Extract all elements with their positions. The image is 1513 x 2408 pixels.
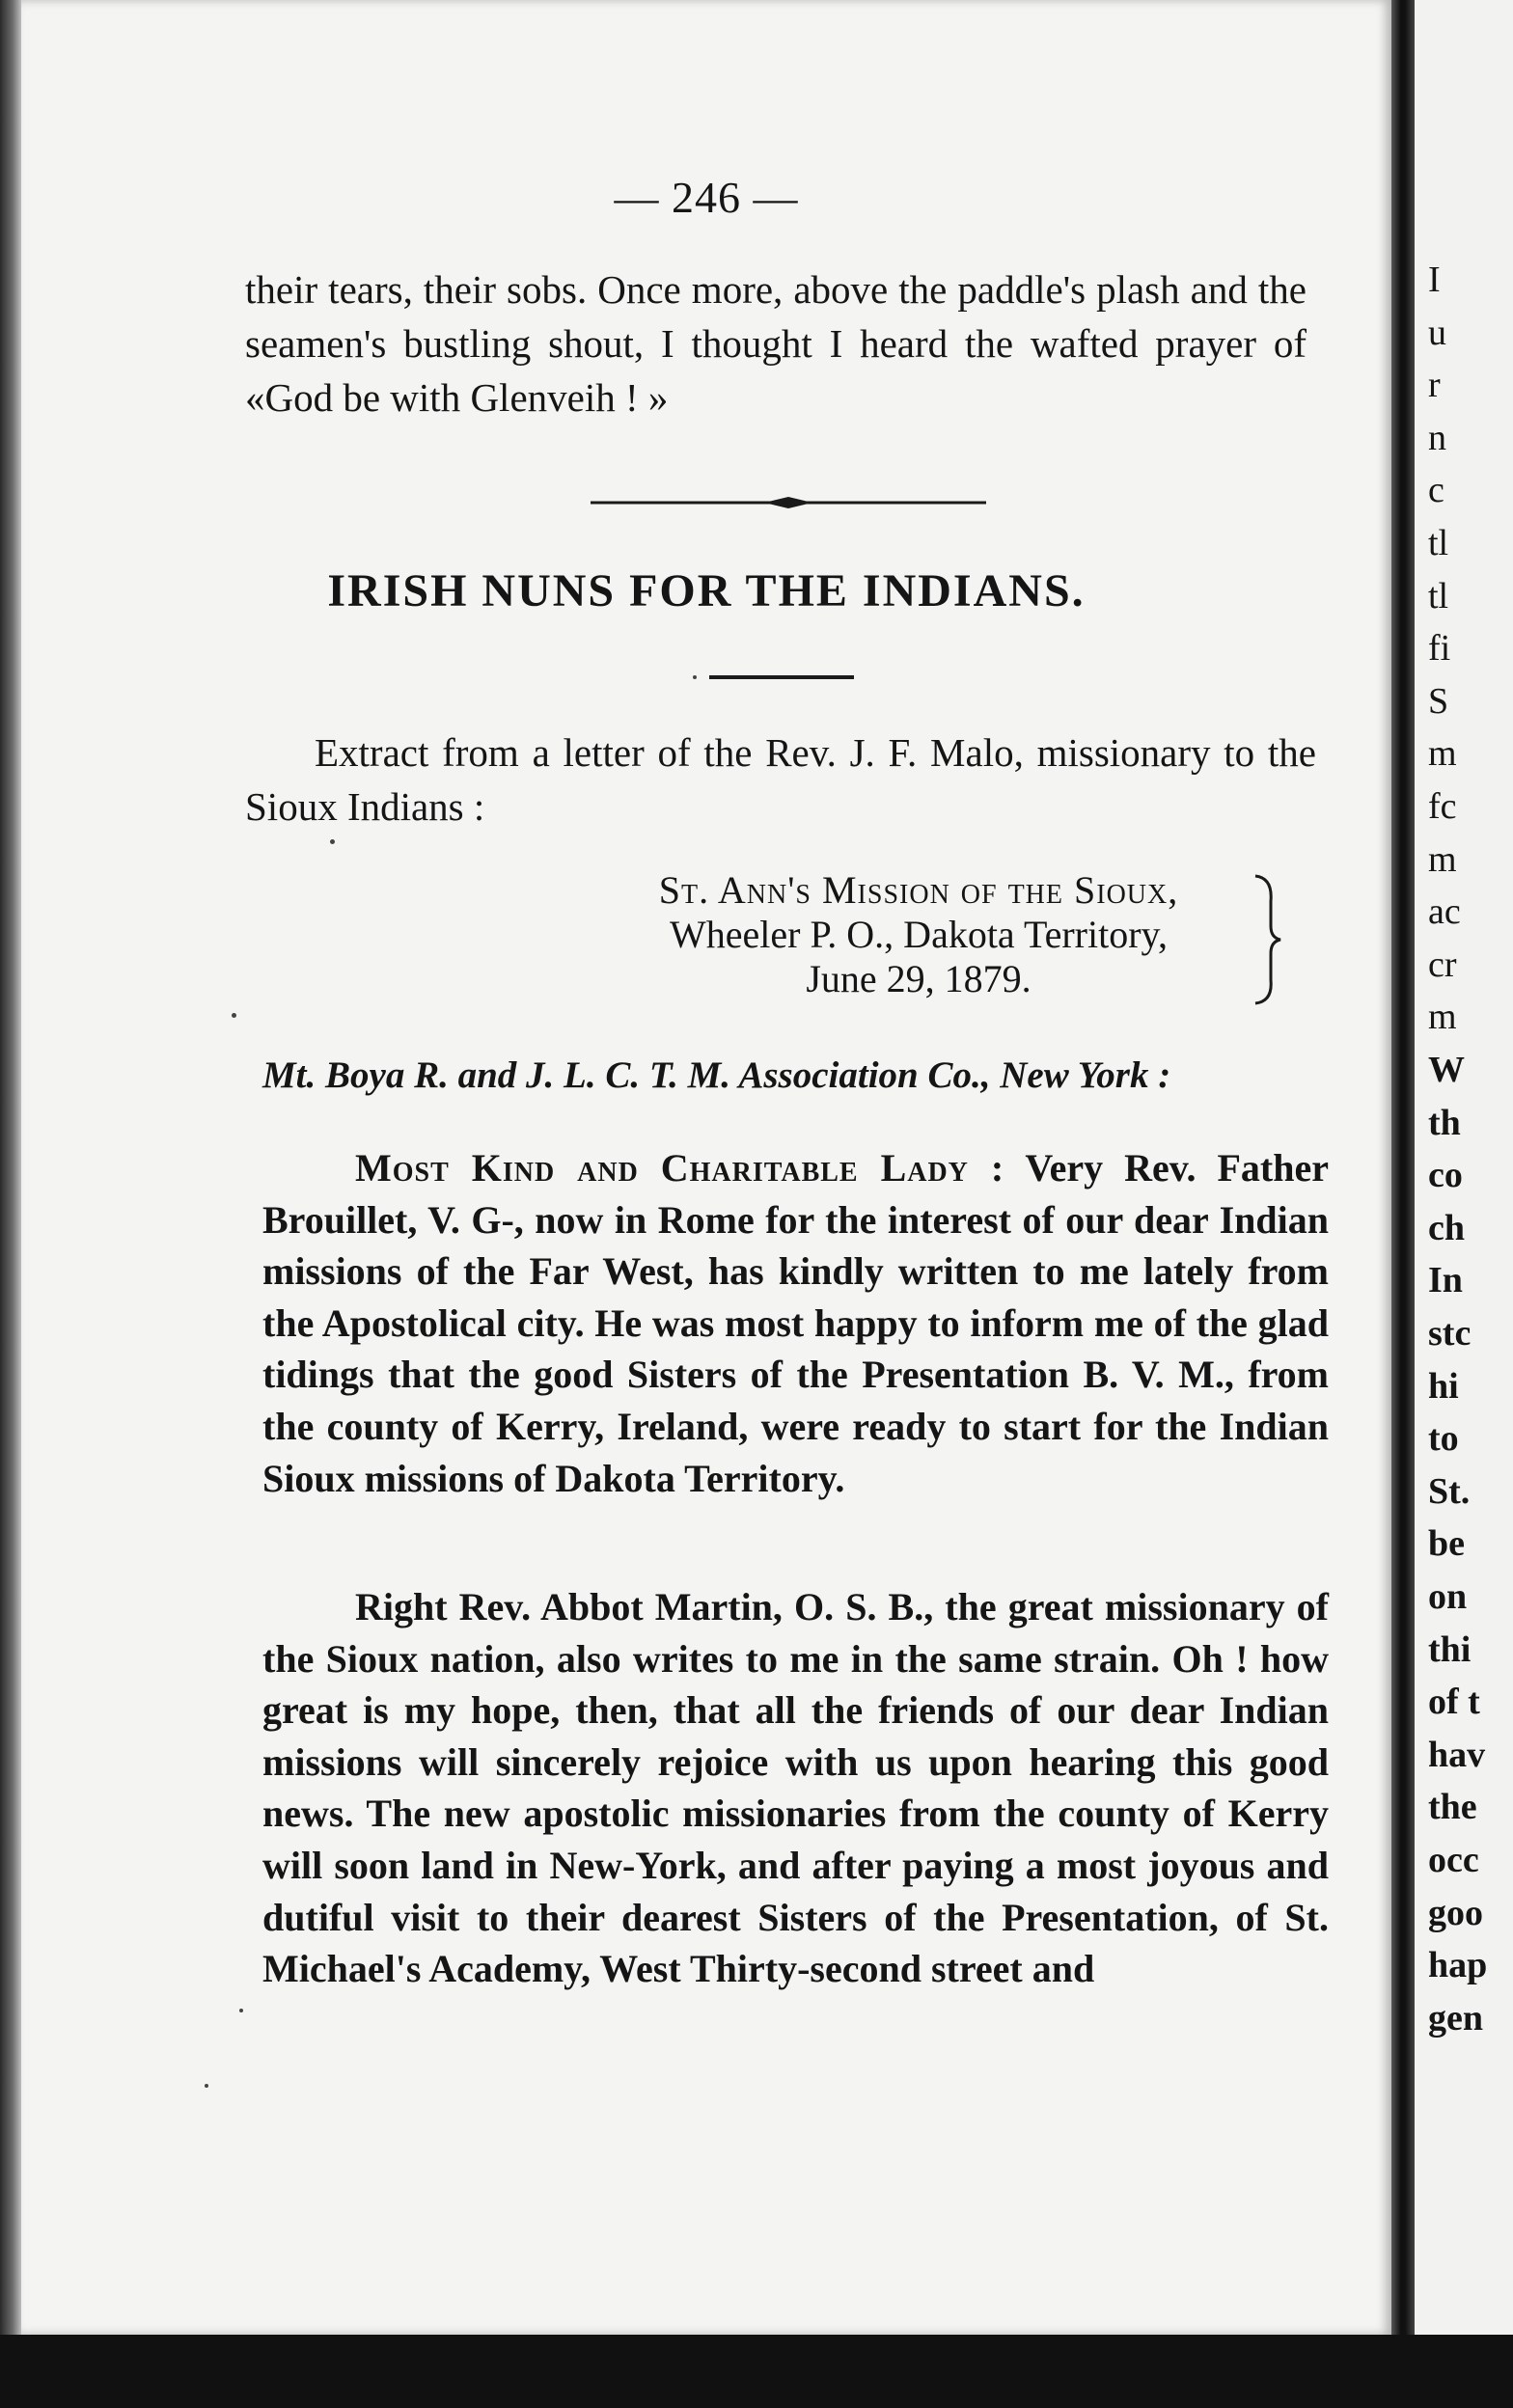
facing-page-fragment: hap (1428, 1945, 1488, 1986)
facing-page-fragment: fc (1428, 786, 1457, 827)
facing-page-fragment: r (1428, 365, 1441, 406)
facing-page-fragment: hi (1428, 1365, 1459, 1407)
facing-page-fragment: of t (1428, 1682, 1480, 1723)
closing-paragraph: their tears, their sobs. Once more, above the paddle's plash and the seamen's bustling shout, I thought I heard the wafted prayer of «God be with Glenveih ! » (245, 267, 1307, 420)
facing-page-fragment: u (1428, 312, 1446, 353)
facing-page-fragment: I (1428, 260, 1441, 300)
facing-page-fragment: m (1428, 733, 1457, 775)
facing-page-fragment: W (1428, 1050, 1465, 1090)
address-line-3: June 29, 1879. (806, 957, 1032, 1000)
facing-page-fragment: co (1428, 1155, 1463, 1196)
facing-page-fragment: occ (1428, 1840, 1479, 1880)
facing-page-fragment: hav (1428, 1734, 1486, 1775)
facing-page-fragment: to (1428, 1418, 1459, 1460)
facing-page-fragment: c (1428, 470, 1444, 511)
letter-paragraph-2: Right Rev. Abbot Martin, O. S. B., the great missionary of the Sioux nation, also writes to me in the same strain. Oh ! how great is my hope, then, that all the friends of our dear Indian missions will sincerely rejoice with us upon hearing this good news. The new apostolic missionaries from the county of Kerry will soon land in New-York, and after paying a most joyous and dutiful visit to their dearest Sisters of the Presentation, of St. Michael's Academy, West Thirty-second street and (262, 1585, 1329, 1991)
page-number: — 246 — (614, 173, 799, 222)
title-rule (709, 675, 854, 679)
facing-page-fragment: n (1428, 417, 1446, 458)
facing-page-fragment: cr (1428, 944, 1457, 985)
intro-paragraph: Extract from a letter of the Rev. J. F. Malo, missionary to the Sioux Indians : (245, 730, 1316, 829)
address-line-2: Wheeler P. O., Dakota Territory, (670, 913, 1168, 956)
facing-page-fragment: m (1428, 997, 1457, 1038)
scan-speck (330, 839, 335, 844)
page-gutter (1391, 0, 1415, 2408)
letter-salutation: Most Kind and Charitable Lady : (355, 1146, 1005, 1190)
letter-paragraph-1 (262, 1142, 1329, 1504)
facing-page-fragment: th (1428, 1102, 1461, 1143)
facing-page-fragment: tl (1428, 523, 1449, 563)
article-title: IRISH NUNS FOR THE INDIANS. (327, 565, 1086, 616)
book-page (21, 0, 1391, 2335)
scan-speck (205, 2084, 208, 2088)
facing-page-fragment: gen (1428, 1997, 1483, 2039)
scan-speck (239, 2009, 243, 2012)
letter-address (571, 868, 1266, 1001)
facing-page-fragment: S (1428, 680, 1449, 722)
facing-page-fragment: ch (1428, 1207, 1465, 1248)
facing-page-fragment: goo (1428, 1892, 1483, 1933)
facing-page-fragment: fi (1428, 628, 1451, 670)
section-divider-ornament (591, 495, 986, 510)
letter-paragraph-1-text: Very Rev. Father Brouillet, V. G-, now in Rome for the interest of our dear Indian missions of the Far West, has kindly written to me lately from the Apostolical city. He was most happy to inform me of the glad tidings that the good Sisters of the Presentation B. V. M., from the county of Kerry, Ireland, were ready to start for the Indian Sioux missions of Dakota Territory. (262, 1146, 1329, 1500)
facing-page (1415, 0, 1513, 2335)
facing-page-fragment: the (1428, 1787, 1477, 1828)
facing-page-fragment: tl (1428, 575, 1449, 616)
facing-page-fragment: stc (1428, 1313, 1472, 1354)
letter-recipient: Mt. Boya R. and J. L. C. T. M. Association Co., New York : (262, 1054, 1171, 1096)
facing-page-fragment: on (1428, 1576, 1468, 1617)
scan-speck (232, 1013, 236, 1018)
scan-speck (693, 675, 697, 679)
address-brace (1252, 872, 1282, 1007)
scan-left-edge (0, 0, 21, 2408)
facing-page-fragment: thi (1428, 1628, 1472, 1670)
address-line-1: St. Ann's Mission of the Sioux, (658, 868, 1179, 912)
facing-page-fragment: St. (1428, 1470, 1471, 1512)
facing-page-fragment: m (1428, 838, 1457, 880)
facing-page-fragment: be (1428, 1523, 1465, 1565)
facing-page-fragment: In (1428, 1260, 1463, 1301)
scan-bottom-edge (0, 2335, 1513, 2408)
facing-page-fragment: ac (1428, 891, 1461, 933)
